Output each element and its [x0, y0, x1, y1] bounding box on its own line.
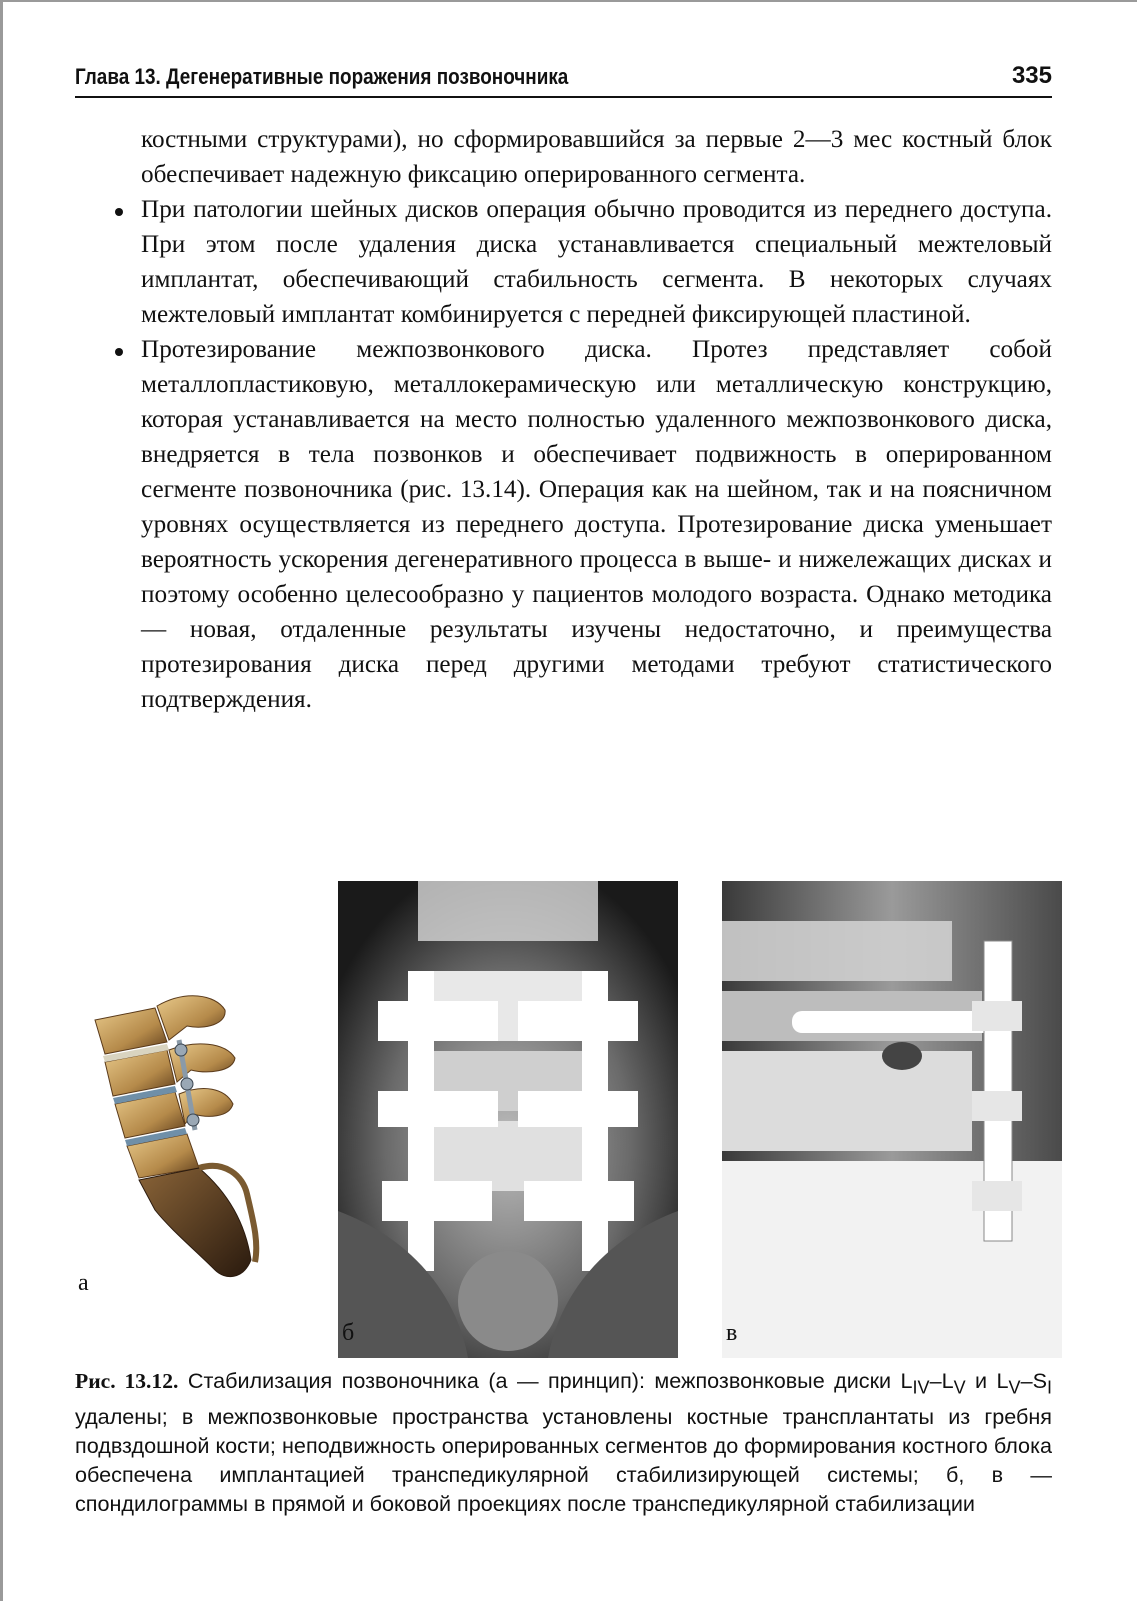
panel-label-b: б — [342, 1320, 355, 1346]
caption-text-5: удалены; в межпозвонковые пространства установлены костные трансплантаты из гребня подвздошной кости; неподвижность оперированных сегментов до формирования костного блока обеспечена имплантацией транспедикулярной стабилизирующей системы; б, в — спондилограммы в прямой и боковой проекциях после транспедикулярной стабилизации — [75, 1404, 1052, 1517]
panel-label-a: а — [78, 1270, 89, 1296]
caption-text-4: –S — [1020, 1368, 1047, 1393]
bullet-icon — [115, 208, 123, 216]
bullet-text: При патологии шейных дисков операция обычно проводится из переднего доступа. При этом после удаления диска устанавливается специальный межтеловый имплантат, обеспечивающий стабильность сегмента. В некоторых случаях межтеловый имплантат комбинируется с передней фиксирующей пластиной. — [141, 196, 1052, 328]
running-header — [75, 62, 1052, 98]
panel-label-v: в — [726, 1320, 738, 1346]
caption-text-2: –L — [929, 1368, 954, 1393]
page-number: 335 — [1011, 62, 1052, 89]
scan-edge-top — [0, 0, 1137, 2]
bullet-item-cervical — [75, 192, 1052, 332]
spine-illustration — [75, 980, 305, 1290]
scan-edge-left — [0, 0, 3, 1601]
caption-sub-v2: V — [1008, 1377, 1021, 1398]
caption-label: Рис. 13.12. — [75, 1369, 179, 1393]
caption-text-1: Стабилизация позвоночника (а — принцип): межпозвонковые диски L — [178, 1368, 913, 1393]
chapter-title: Глава 13. Дегенеративные поражения позвоночника — [75, 64, 569, 89]
body-text — [75, 122, 1052, 717]
bullet-item-prosthesis — [75, 332, 1052, 717]
xray-lateral-image — [722, 881, 1062, 1358]
caption-text-3: и L — [965, 1368, 1009, 1393]
caption-sub-i: I — [1046, 1377, 1052, 1398]
continuation-paragraph: костными структурами), но сформировавшийся за первые 2—3 мес костный блок обеспечивает надежную фиксацию оперированного сегмента. — [141, 126, 1052, 188]
figure-caption — [75, 1366, 1052, 1518]
bullet-text: Протезирование межпозвонкового диска. Протез представляет собой металлопластиковую, металлокерамическую или металлическую конструкцию, которая устанавливается на место полностью удаленного межпозвонкового диска, внедряется в тела позвонков и обеспечивает подвижность в оперированном сегменте позвоночника (рис. 13.14). Операция как на шейном, так и на поясничном уровнях осуществляется из переднего доступа. Протезирование диска уменьшает вероятность ускорения дегенеративного процесса в выше- и нижележащих дисках и поэтому особенно целесообразно у пациентов молодого возраста. Однако методика — новая, отдаленные результаты изучены недостаточно, и преимущества протезирования диска перед другими методами требуют статистического подтверждения. — [141, 336, 1052, 713]
xray-ap-image — [338, 881, 678, 1358]
caption-sub-iv: IV — [912, 1377, 930, 1398]
bullet-icon — [115, 348, 123, 356]
caption-sub-v1: V — [953, 1377, 966, 1398]
